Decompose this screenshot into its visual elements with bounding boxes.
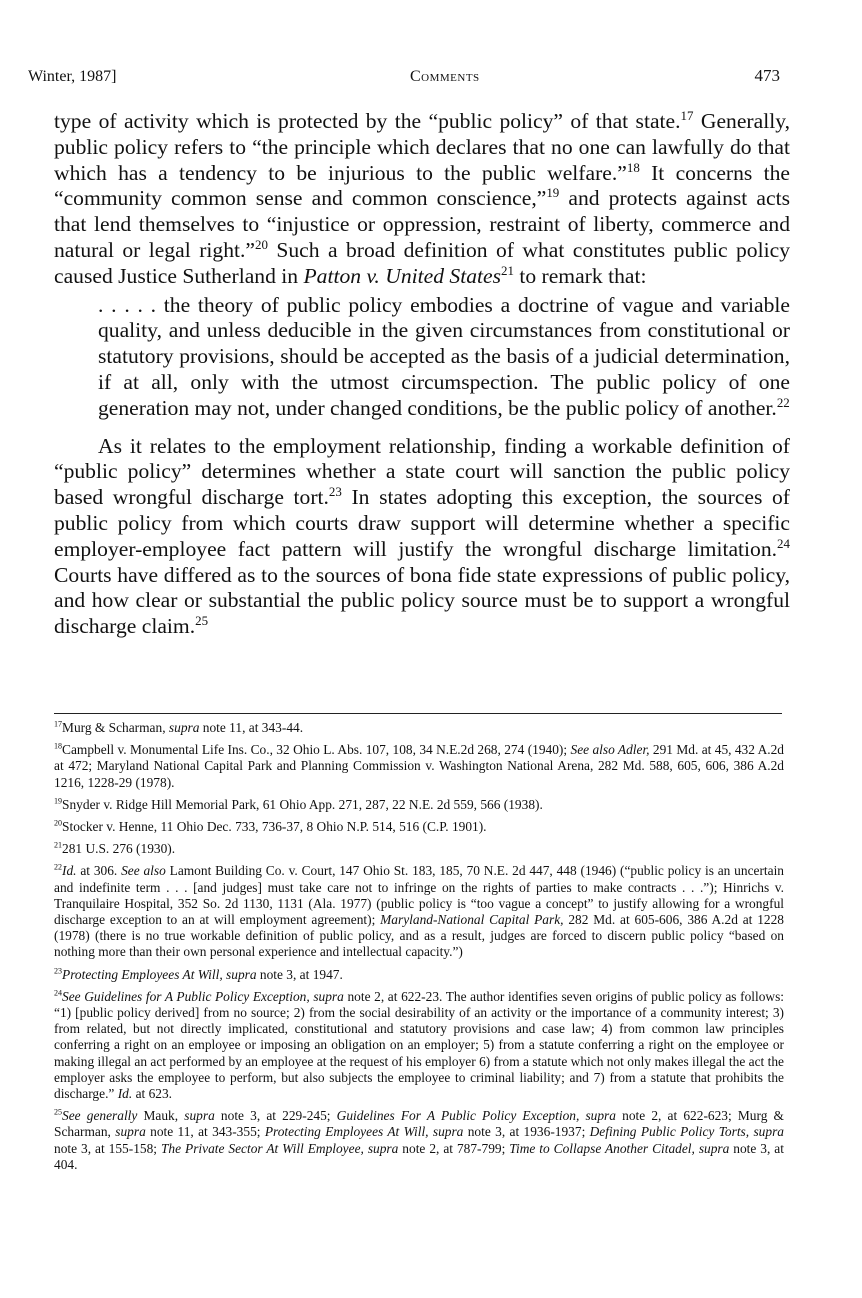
running-header — [28, 66, 780, 88]
footnote-ref: 23 — [328, 483, 342, 499]
footnote-ref: 25 — [195, 612, 209, 628]
journal-issue: Winter, 1987] — [28, 68, 117, 85]
footnote-divider — [54, 713, 782, 714]
footnote-ref: 19 — [546, 185, 560, 201]
footnote-19: $^{19}$Snyder v. Ridge Hill Memorial Park, 61 Ohio App. 271, 287, 22 N.E. 2d 559, 566 (1938). — [54, 796, 543, 812]
paragraph-1: type of activity which is protected by the “public policy” of that state.$^{17}$ Generally, public policy refers to “the principle which declares that no one can lawfully do that which has a tendency to be injurious to the public welfare.”$^{18}$ It concerns the “community common sense and common conscience,”$^{19}$ and protects against acts that lend themselves to “injustice or oppression, restraint of liberty, commerce and natural or legal right.”$^{20}$ Such a broad definition of what constitutes public policy caused Justice Sutherland in Patton v. United States$^{21}$ to remark that: — [54, 107, 790, 288]
footnote-17: $^{17}$Murg & Scharman, supra note 11, at 343-44. — [54, 719, 304, 735]
footnote-25: $^{25}$See generally Mauk, supra note 3, at 229-245; Guidelines For A Public Policy Exception, supra note 2, at 622-623; Murg & Scharman, supra note 11, at 343-355; Protecting Employees At Will, supra note 3, at 1936-1937; Defining Public Policy Torts, supra note 3, at 155-158; The Private Sector At Will Employee, supra note 2, at 787-799; Time to Collapse Another Citadel, supra note 3, at 404. — [54, 1107, 784, 1172]
footnote-ref: 22 — [776, 394, 790, 410]
footnote-ref: 18 — [626, 159, 640, 175]
case-name: Patton v. United States — [303, 263, 501, 288]
page-number: 473 — [754, 66, 780, 85]
footnote-ref: 20 — [254, 236, 268, 252]
main-text — [54, 109, 790, 640]
footnote-22: $^{22}$Id. at 306. See also Lamont Building Co. v. Court, 147 Ohio St. 183, 185, 70 N.E. 2d 447, 448 (1946) (“public policy is an uncertain and indefinite term . . . [and judges] must take care not to infringe on the rights of parties to make contracts . . .”); Hinrichs v. Tranquilaire Hospital, 352 So. 2d 1130, 1131 (Ala. 1977) (public policy is “too vague a concept” to justify allowing for a wrongful discharge exception to an at will employment agreement); Maryland-National Capital Park, 282 Md. at 605-606, 386 A.2d at 1228 (1978) (there is no true workable definition of public policy, and as a result, judges are forced to discern public policy “based on nothing more than their own personal experience and intellectual capacity.”) — [54, 862, 784, 960]
footnote-ref: 17 — [680, 107, 694, 123]
footnote-ref: 21 — [500, 262, 514, 278]
footnote-23: $^{23}$Protecting Employees At Will, supra note 3, at 1947. — [54, 966, 343, 982]
footnote-18: $^{18}$Campbell v. Monumental Life Ins. Co., 32 Ohio L. Abs. 107, 108, 34 N.E.2d 268, 274 (1940); See also Adler, 291 Md. at 45, 432 A.2d at 472; Maryland National Capital Park and Planning Commission v. Washington National Arena, 282 Md. 588, 605, 606, 386 A.2d 1216, 1228-29 (1978). — [54, 741, 784, 790]
footnotes — [54, 720, 784, 1179]
block-quote: . . . . . the theory of public policy embodies a doctrine of vague and variable quality, and unless deducible in the given circumstances from constitutional or statutory provisions, should be accepted as the basis of a judicial determination, if at all, only with the utmost circumspection. The public policy of one generation may not, under changed conditions, be the public policy of another.$^{22}$ — [98, 292, 790, 420]
footnote-20: $^{20}$Stocker v. Henne, 11 Ohio Dec. 733, 736-37, 8 Ohio N.P. 514, 516 (C.P. 1901). — [54, 818, 487, 835]
footnote-24: $^{24}$See Guidelines for A Public Policy Exception, supra note 2, at 622-23. The author identifies seven origins of public policy as follows: “1) [public policy derived] from no source; 2) from the social desirability of an activity or the importance of a community interest; 3) from related, but not directly implicated, constitutional and statutory provisions and case law; 4) from common law principles conferring a right on an employee or imposing an obligation on an employer; 5) from a statute conferring a right on the employee or making illegal an act performed by an employee at the request of his employer 6) from a statute which not only makes illegal the act the employer asks the employee to perform, but also subjects the employee to criminal liability; and 7) from a statute that prohibits the discharge.” Id. at 623. — [54, 988, 784, 1102]
footnote-21: $^{21}$281 U.S. 276 (1930). — [54, 840, 176, 857]
section-title: Comments — [410, 68, 480, 85]
paragraph-2: As it relates to the employment relationship, finding a workable definition of “public policy” determines whether a state court will sanction the public policy based wrongful discharge tort.$^{23}$ In states adopting this exception, the sources of public policy from which courts draw support will determine whether a specific employer-employee fact pattern will justify the wrongful discharge limitation.$^{24}$ Courts have differed as to the sources of bona fide state expressions of public policy, and how clear or substantial the public policy source must be to support a wrongful discharge claim.$^{25}$ — [54, 433, 790, 639]
footnote-ref: 24 — [777, 535, 790, 551]
